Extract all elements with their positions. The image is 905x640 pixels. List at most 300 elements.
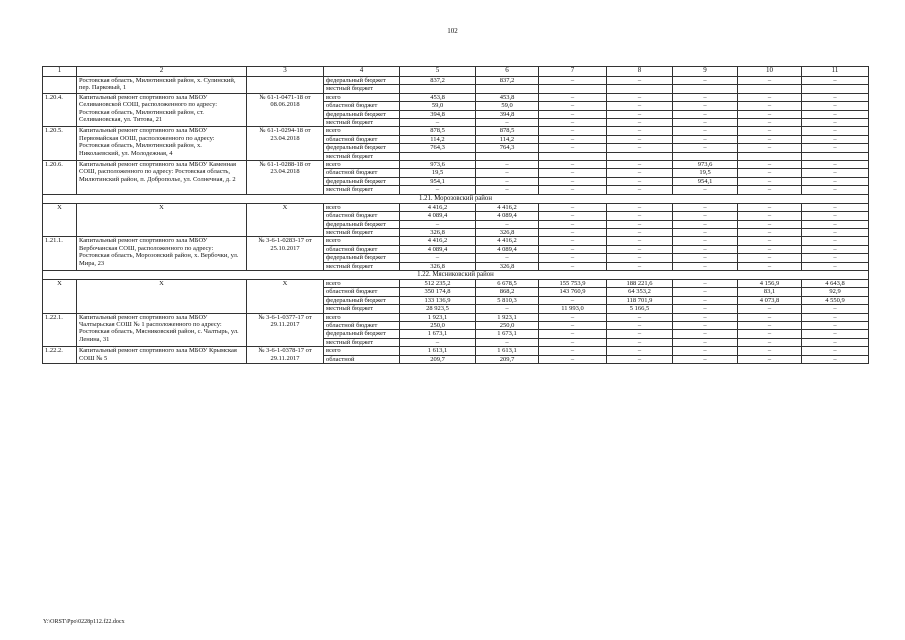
- value-cell: –: [539, 77, 607, 85]
- table-row: [43, 127, 869, 135]
- budget-label: областной бюджет: [324, 212, 400, 220]
- value-cell: –: [607, 330, 673, 338]
- value-cell: 4 073,8: [738, 296, 802, 304]
- value-cell: –: [539, 203, 607, 211]
- value-cell: 4 416,2: [476, 203, 539, 211]
- value-cell: –: [539, 262, 607, 270]
- value-cell: –: [738, 228, 802, 236]
- value-cell: 1 613,1: [400, 347, 476, 355]
- value-cell: –: [802, 127, 869, 135]
- item-document: № 61-1-0294-18 от 23.04.2018: [247, 127, 324, 161]
- value-cell: 4 416,2: [476, 237, 539, 245]
- value-cell: –: [607, 355, 673, 363]
- budget-label: всего: [324, 161, 400, 169]
- value-cell: –: [738, 102, 802, 110]
- value-cell: –: [607, 262, 673, 270]
- value-cell: –: [673, 321, 738, 329]
- value-cell: 394,8: [400, 110, 476, 118]
- budget-label: местный бюджет: [324, 262, 400, 270]
- value-cell: 1 923,1: [476, 313, 539, 321]
- value-cell: –: [738, 177, 802, 185]
- value-cell: [400, 85, 476, 93]
- table-row: [43, 347, 869, 355]
- value-cell: 188 221,6: [607, 279, 673, 287]
- value-cell: –: [802, 119, 869, 127]
- value-cell: 114,2: [400, 135, 476, 143]
- value-cell: –: [738, 355, 802, 363]
- value-cell: [738, 152, 802, 160]
- value-cell: –: [738, 127, 802, 135]
- value-cell: 878,5: [476, 127, 539, 135]
- budget-label: областной бюджет: [324, 321, 400, 329]
- value-cell: 4 416,2: [400, 237, 476, 245]
- value-cell: –: [738, 144, 802, 152]
- value-cell: –: [738, 110, 802, 118]
- value-cell: 837,2: [400, 77, 476, 85]
- value-cell: –: [802, 347, 869, 355]
- value-cell: –: [607, 110, 673, 118]
- item-number: 1.22.1.: [43, 313, 77, 347]
- value-cell: –: [539, 220, 607, 228]
- value-cell: 326,8: [476, 228, 539, 236]
- item-name: Капитальный ремонт спортивного зала МБОУ Каменная СОШ, расположенного по адресу: Ростовская область, Милютинский район, п. Доброполье, ул. Солнечная, д. 2: [77, 161, 247, 195]
- value-cell: [539, 85, 607, 93]
- value-cell: –: [673, 93, 738, 101]
- budget-label: федеральный бюджет: [324, 254, 400, 262]
- value-cell: –: [476, 220, 539, 228]
- value-cell: –: [738, 93, 802, 101]
- item-name: Капитальный ремонт спортивного зала МБОУ Чалтырьская СОШ № 1 расположенного по адресу: Ростовская область, Мясниковский район, с. Чалтырь, ул. Ленина, 31: [77, 313, 247, 347]
- value-cell: –: [607, 321, 673, 329]
- value-cell: –: [738, 77, 802, 85]
- table-row: [43, 93, 869, 101]
- table-row: [43, 161, 869, 169]
- value-cell: 59,0: [400, 102, 476, 110]
- value-cell: –: [539, 110, 607, 118]
- value-cell: –: [673, 102, 738, 110]
- section-row: [43, 270, 869, 279]
- value-cell: –: [802, 338, 869, 346]
- budget-label: местный бюджет: [324, 186, 400, 194]
- value-cell: –: [539, 93, 607, 101]
- column-header: 7: [539, 67, 607, 77]
- budget-label: местный бюджет: [324, 152, 400, 160]
- value-cell: 250,0: [476, 321, 539, 329]
- value-cell: 512 235,2: [400, 279, 476, 287]
- item-name: Капитальный ремонт спортивного зала МБОУ Первомайская ООШ, расположенного по адресу: Ростовская область, Милютинский район, х. Николаевский, ул. Молодежная, 4: [77, 127, 247, 161]
- value-cell: 453,8: [476, 93, 539, 101]
- value-cell: –: [607, 212, 673, 220]
- budget-table: [42, 66, 869, 364]
- budget-label: областной бюджет: [324, 135, 400, 143]
- value-cell: –: [673, 262, 738, 270]
- item-number: 1.20.6.: [43, 161, 77, 195]
- value-cell: –: [802, 220, 869, 228]
- value-cell: –: [539, 347, 607, 355]
- value-cell: 764,3: [400, 144, 476, 152]
- value-cell: [539, 152, 607, 160]
- value-cell: –: [802, 186, 869, 194]
- value-cell: –: [673, 212, 738, 220]
- value-cell: –: [738, 262, 802, 270]
- value-cell: –: [673, 355, 738, 363]
- item-number: X: [43, 279, 77, 313]
- value-cell: [673, 152, 738, 160]
- header-row: [43, 67, 869, 77]
- value-cell: –: [539, 228, 607, 236]
- value-cell: –: [607, 102, 673, 110]
- value-cell: [607, 152, 673, 160]
- value-cell: –: [476, 161, 539, 169]
- value-cell: 326,8: [400, 262, 476, 270]
- value-cell: –: [802, 177, 869, 185]
- item-number: 1.20.4.: [43, 93, 77, 127]
- budget-label: местный бюджет: [324, 85, 400, 93]
- budget-label: всего: [324, 93, 400, 101]
- value-cell: –: [607, 338, 673, 346]
- item-number: 1.22.2.: [43, 347, 77, 364]
- value-cell: –: [673, 245, 738, 253]
- value-cell: [802, 152, 869, 160]
- value-cell: –: [673, 228, 738, 236]
- value-cell: 4 416,2: [400, 203, 476, 211]
- value-cell: –: [738, 203, 802, 211]
- value-cell: –: [400, 338, 476, 346]
- budget-label: всего: [324, 127, 400, 135]
- value-cell: 250,0: [400, 321, 476, 329]
- value-cell: –: [673, 119, 738, 127]
- budget-label: федеральный бюджет: [324, 296, 400, 304]
- value-cell: 954,1: [400, 177, 476, 185]
- value-cell: [607, 85, 673, 93]
- value-cell: –: [802, 144, 869, 152]
- value-cell: –: [738, 161, 802, 169]
- value-cell: 5 810,3: [476, 296, 539, 304]
- item-document: X: [247, 203, 324, 237]
- value-cell: 6 678,5: [476, 279, 539, 287]
- value-cell: –: [607, 144, 673, 152]
- value-cell: [476, 152, 539, 160]
- value-cell: –: [400, 186, 476, 194]
- value-cell: –: [802, 93, 869, 101]
- budget-label: областной бюджет: [324, 169, 400, 177]
- value-cell: –: [607, 245, 673, 253]
- value-cell: 453,8: [400, 93, 476, 101]
- value-cell: –: [607, 177, 673, 185]
- value-cell: –: [607, 77, 673, 85]
- value-cell: –: [400, 220, 476, 228]
- value-cell: 954,1: [673, 177, 738, 185]
- table-row: [43, 237, 869, 245]
- value-cell: 11 993,0: [539, 305, 607, 313]
- value-cell: 28 923,5: [400, 305, 476, 313]
- value-cell: –: [476, 254, 539, 262]
- value-cell: –: [607, 228, 673, 236]
- value-cell: –: [738, 212, 802, 220]
- value-cell: [673, 85, 738, 93]
- value-cell: –: [738, 245, 802, 253]
- value-cell: –: [802, 110, 869, 118]
- value-cell: –: [539, 127, 607, 135]
- value-cell: 1 613,1: [476, 347, 539, 355]
- page-number: 102: [447, 27, 458, 35]
- item-name: X: [77, 203, 247, 237]
- value-cell: –: [673, 186, 738, 194]
- value-cell: –: [539, 169, 607, 177]
- value-cell: –: [607, 93, 673, 101]
- value-cell: –: [673, 279, 738, 287]
- column-header: 8: [607, 67, 673, 77]
- value-cell: –: [738, 135, 802, 143]
- footer-path: Y:\ORST\Ppo\0228p112.f22.docx: [43, 619, 125, 625]
- value-cell: –: [607, 127, 673, 135]
- value-cell: –: [673, 203, 738, 211]
- value-cell: –: [738, 338, 802, 346]
- value-cell: –: [738, 169, 802, 177]
- value-cell: 64 353,2: [607, 288, 673, 296]
- value-cell: –: [802, 169, 869, 177]
- section-title: 1.21. Морозовский район: [43, 194, 869, 203]
- item-name: Капитальный ремонт спортивного зала МБОУ Вербочанская СОШ, расположенного по адресу: Ростовская область, Морозовский район, х. Вербочки, ул. Мира, 23: [77, 237, 247, 271]
- value-cell: –: [738, 237, 802, 245]
- value-cell: –: [539, 144, 607, 152]
- value-cell: 19,5: [400, 169, 476, 177]
- value-cell: 114,2: [476, 135, 539, 143]
- value-cell: 1 923,1: [400, 313, 476, 321]
- column-header: 9: [673, 67, 738, 77]
- value-cell: 209,7: [476, 355, 539, 363]
- value-cell: 350 174,8: [400, 288, 476, 296]
- value-cell: –: [539, 119, 607, 127]
- value-cell: –: [607, 347, 673, 355]
- value-cell: –: [673, 220, 738, 228]
- value-cell: –: [539, 338, 607, 346]
- value-cell: 4 089,4: [400, 245, 476, 253]
- item-document: № 3-6-1-0378-17 от 29.11.2017: [247, 347, 324, 364]
- item-document: X: [247, 279, 324, 313]
- value-cell: 118 701,9: [607, 296, 673, 304]
- value-cell: 4 089,4: [476, 245, 539, 253]
- item-number: 1.20.5.: [43, 127, 77, 161]
- value-cell: –: [802, 77, 869, 85]
- value-cell: –: [802, 212, 869, 220]
- value-cell: –: [673, 77, 738, 85]
- value-cell: 1 673,1: [400, 330, 476, 338]
- value-cell: 837,2: [476, 77, 539, 85]
- value-cell: –: [607, 313, 673, 321]
- budget-label: федеральный бюджет: [324, 330, 400, 338]
- value-cell: –: [738, 347, 802, 355]
- value-cell: –: [539, 254, 607, 262]
- value-cell: –: [673, 296, 738, 304]
- value-cell: [476, 85, 539, 93]
- item-name: X: [77, 279, 247, 313]
- value-cell: –: [802, 135, 869, 143]
- value-cell: –: [673, 144, 738, 152]
- value-cell: 868,2: [476, 288, 539, 296]
- value-cell: –: [607, 203, 673, 211]
- budget-label: всего: [324, 237, 400, 245]
- value-cell: [738, 85, 802, 93]
- value-cell: –: [738, 119, 802, 127]
- value-cell: –: [802, 161, 869, 169]
- value-cell: –: [673, 110, 738, 118]
- budget-label: всего: [324, 203, 400, 211]
- budget-label: федеральный бюджет: [324, 144, 400, 152]
- value-cell: 326,8: [476, 262, 539, 270]
- value-cell: –: [802, 254, 869, 262]
- value-cell: –: [539, 212, 607, 220]
- value-cell: –: [476, 177, 539, 185]
- value-cell: –: [802, 321, 869, 329]
- budget-label: федеральный бюджет: [324, 220, 400, 228]
- value-cell: –: [476, 169, 539, 177]
- value-cell: –: [539, 245, 607, 253]
- value-cell: –: [607, 220, 673, 228]
- budget-label: местный бюджет: [324, 228, 400, 236]
- item-name: Капитальный ремонт спортивного зала МБОУ Крымская СОШ № 5: [77, 347, 247, 364]
- item-number: [43, 77, 77, 94]
- value-cell: –: [539, 330, 607, 338]
- column-header: 5: [400, 67, 476, 77]
- value-cell: –: [802, 355, 869, 363]
- value-cell: –: [607, 135, 673, 143]
- column-header: 2: [77, 67, 247, 77]
- value-cell: –: [607, 169, 673, 177]
- value-cell: 326,8: [400, 228, 476, 236]
- budget-label: областной бюджет: [324, 102, 400, 110]
- budget-label: федеральный бюджет: [324, 110, 400, 118]
- value-cell: –: [802, 330, 869, 338]
- column-header: 10: [738, 67, 802, 77]
- value-cell: 764,3: [476, 144, 539, 152]
- value-cell: –: [539, 355, 607, 363]
- value-cell: 155 753,9: [539, 279, 607, 287]
- value-cell: –: [673, 330, 738, 338]
- budget-label: федеральный бюджет: [324, 77, 400, 85]
- value-cell: –: [476, 338, 539, 346]
- column-header: 3: [247, 67, 324, 77]
- value-cell: [400, 152, 476, 160]
- value-cell: 4 550,9: [802, 296, 869, 304]
- value-cell: –: [673, 254, 738, 262]
- value-cell: –: [673, 288, 738, 296]
- value-cell: –: [673, 127, 738, 135]
- budget-label: всего: [324, 313, 400, 321]
- item-document: № 3-6-1-0283-17 от 25.10.2017: [247, 237, 324, 271]
- value-cell: –: [539, 135, 607, 143]
- value-cell: 209,7: [400, 355, 476, 363]
- budget-label: федеральный бюджет: [324, 177, 400, 185]
- budget-label: областной бюджет: [324, 288, 400, 296]
- value-cell: –: [607, 254, 673, 262]
- item-number: 1.21.1.: [43, 237, 77, 271]
- section-title: 1.22. Мясниковский район: [43, 270, 869, 279]
- budget-label: местный бюджет: [324, 305, 400, 313]
- value-cell: 4 089,4: [476, 212, 539, 220]
- budget-label: всего: [324, 279, 400, 287]
- value-cell: –: [738, 254, 802, 262]
- budget-label: областной бюджет: [324, 245, 400, 253]
- value-cell: –: [802, 262, 869, 270]
- value-cell: 92,9: [802, 288, 869, 296]
- column-header: 4: [324, 67, 400, 77]
- value-cell: –: [400, 254, 476, 262]
- value-cell: –: [802, 305, 869, 313]
- value-cell: –: [607, 119, 673, 127]
- item-document: № 3-6-1-0377-17 от 29.11.2017: [247, 313, 324, 347]
- item-number: X: [43, 203, 77, 237]
- value-cell: 1 673,1: [476, 330, 539, 338]
- value-cell: –: [673, 305, 738, 313]
- value-cell: 19,5: [673, 169, 738, 177]
- item-document: № 61-1-0471-18 от 08.06.2018: [247, 93, 324, 127]
- budget-label: областной: [324, 355, 400, 363]
- value-cell: 973,6: [673, 161, 738, 169]
- value-cell: –: [539, 102, 607, 110]
- value-cell: –: [673, 135, 738, 143]
- value-cell: –: [476, 186, 539, 194]
- value-cell: 4 643,8: [802, 279, 869, 287]
- value-cell: 878,5: [400, 127, 476, 135]
- value-cell: –: [476, 305, 539, 313]
- value-cell: –: [673, 313, 738, 321]
- value-cell: [802, 85, 869, 93]
- value-cell: 133 136,9: [400, 296, 476, 304]
- value-cell: –: [802, 313, 869, 321]
- table-row: [43, 313, 869, 321]
- value-cell: 59,0: [476, 102, 539, 110]
- value-cell: 4 089,4: [400, 212, 476, 220]
- item-name: Ростовская область, Милютинский район, х. Сулинский, пер. Парковый, 1: [77, 77, 247, 94]
- value-cell: –: [607, 161, 673, 169]
- value-cell: –: [738, 321, 802, 329]
- table-body: [43, 67, 869, 364]
- value-cell: –: [539, 161, 607, 169]
- value-cell: –: [400, 119, 476, 127]
- value-cell: –: [738, 186, 802, 194]
- budget-label: местный бюджет: [324, 119, 400, 127]
- value-cell: –: [607, 237, 673, 245]
- value-cell: 5 166,5: [607, 305, 673, 313]
- column-header: 11: [802, 67, 869, 77]
- item-document: [247, 77, 324, 94]
- budget-label: местный бюджет: [324, 338, 400, 346]
- value-cell: –: [738, 305, 802, 313]
- value-cell: –: [539, 186, 607, 194]
- item-name: Капитальный ремонт спортивного зала МБОУ Селивановской СОШ, расположенного по адресу: Ростовская область, Милютинский район, ст. Селивановская, ул. Титова, 21: [77, 93, 247, 127]
- value-cell: –: [539, 296, 607, 304]
- value-cell: –: [738, 330, 802, 338]
- section-row: [43, 194, 869, 203]
- value-cell: 4 156,9: [738, 279, 802, 287]
- column-header: 6: [476, 67, 539, 77]
- value-cell: –: [802, 237, 869, 245]
- value-cell: 83,1: [738, 288, 802, 296]
- table-row: [43, 77, 869, 85]
- value-cell: –: [539, 313, 607, 321]
- budget-label: всего: [324, 347, 400, 355]
- value-cell: 394,8: [476, 110, 539, 118]
- value-cell: –: [673, 347, 738, 355]
- item-document: № 61-1-0288-18 от 23.04.2018: [247, 161, 324, 195]
- table-row: [43, 279, 869, 287]
- value-cell: –: [738, 220, 802, 228]
- value-cell: –: [607, 186, 673, 194]
- column-header: 1: [43, 67, 77, 77]
- value-cell: –: [738, 313, 802, 321]
- value-cell: –: [539, 177, 607, 185]
